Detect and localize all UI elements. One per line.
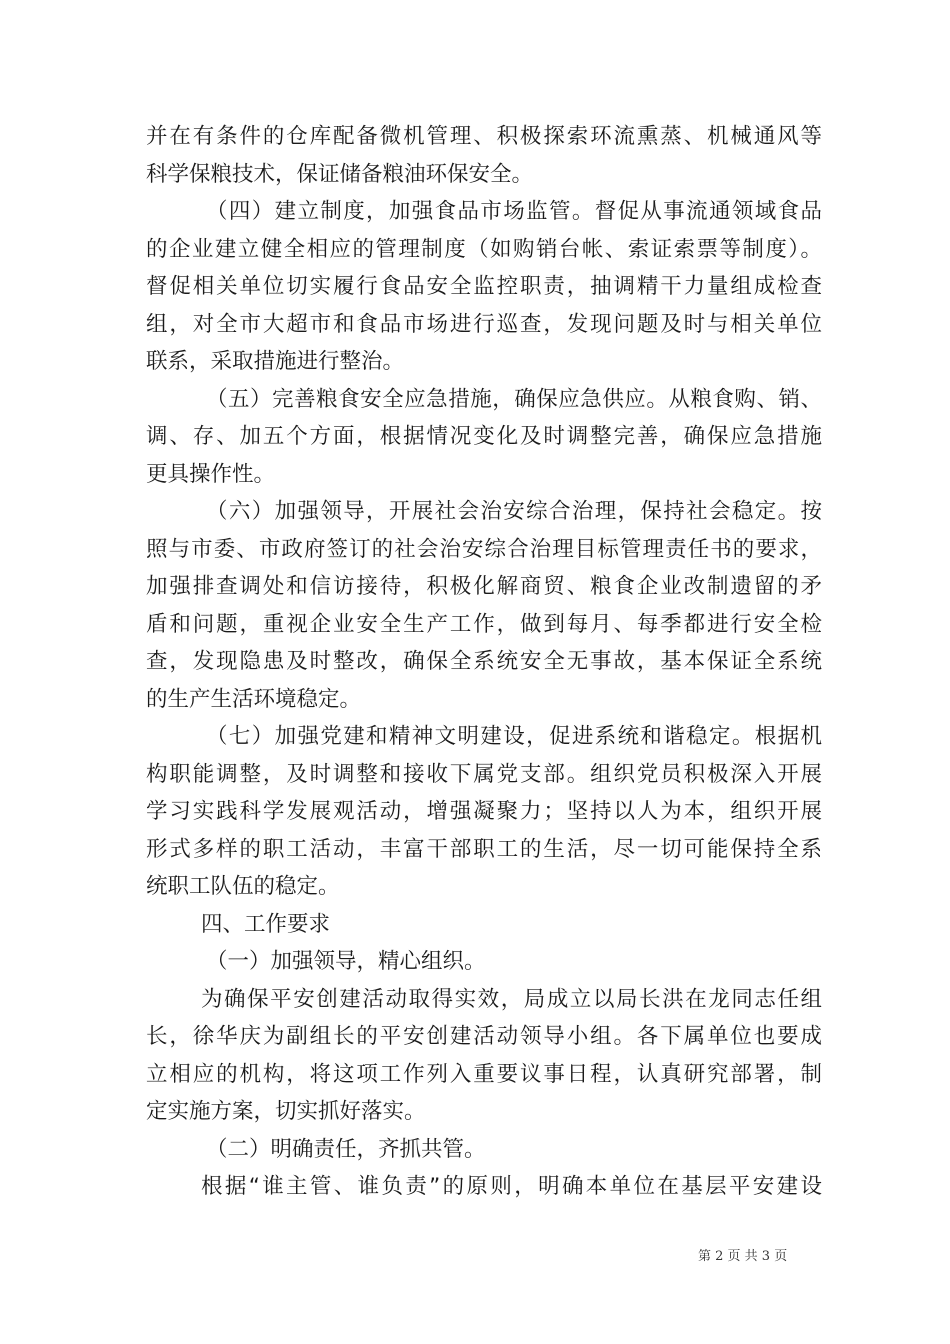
paragraph-heading-7: （七）加强党建和精神文明建设，促进系统和谐稳定。根据机: [206, 724, 822, 749]
paragraph-heading-6: （六）加强领导，开展社会治安综合治理，保持社会稳定。按: [206, 499, 822, 524]
text-line: 加强排查调处和信访接待，积极化解商贸、粮食企业改制遗留的矛: [146, 574, 822, 599]
text-line: 组，对全市大超市和食品市场进行巡查，发现问题及时与相关单位: [146, 311, 822, 337]
text-line: 统职工队伍的稳定。: [146, 874, 340, 899]
text-line: 调、存、加五个方面，根据情况变化及时调整完善，确保应急措施: [146, 424, 822, 449]
text-line: 的企业建立健全相应的管理制度（如购销台帐、索证索票等制度）。: [146, 236, 822, 262]
text-line: 督促相关单位切实履行食品安全监控职责，抽调精干力量组成检查: [146, 274, 822, 299]
text-line: 查，发现隐患及时整改，确保全系统安全无事故，基本保证全系统: [146, 649, 822, 674]
text-line: 盾和问题，重视企业安全生产工作，做到每月、每季都进行安全检: [146, 611, 822, 637]
section-heading: 四、工作要求: [201, 911, 331, 937]
page-number: 第 2 页 共 3 页: [698, 1249, 788, 1264]
text-line: 立相应的机构，将这项工作列入重要议事日程，认真研究部署，制: [146, 1061, 822, 1087]
text-line: 根据“谁主管、谁负责”的原则，明确本单位在基层平安建设: [201, 1174, 822, 1199]
paragraph-heading-5: （五）完善粮食安全应急措施，确保应急供应。从粮食购、销、: [206, 386, 822, 412]
text-line: 照与市委、市政府签订的社会治安综合治理目标管理责任书的要求，: [146, 536, 822, 562]
document-body: [146, 118, 822, 1206]
subsection-heading: （二）明确责任，齐抓共管。: [206, 1136, 486, 1162]
text-line: 科学保粮技术，保证储备粮油环保安全。: [146, 161, 534, 187]
text-line: 定实施方案，切实抓好落实。: [146, 1099, 426, 1124]
paragraph-heading-4: （四）建立制度，加强食品市场监管。督促从事流通领域食品: [206, 199, 822, 224]
text-line: 为确保平安创建活动取得实效，局成立以局长洪在龙同志任组: [201, 986, 822, 1012]
text-line: 联系，采取措施进行整治。: [146, 349, 405, 374]
text-line: 并在有条件的仓库配备微机管理、积极探索环流熏蒸、机械通风等: [146, 124, 822, 149]
text-line: 形式多样的职工活动，丰富干部职工的生活，尽一切可能保持全系: [146, 836, 822, 862]
text-line: 长，徐华庆为副组长的平安创建活动领导小组。各下属单位也要成: [146, 1024, 822, 1049]
text-line: 更具操作性。: [146, 461, 276, 487]
text-line: 构职能调整，及时调整和接收下属党支部。组织党员积极深入开展: [146, 761, 822, 787]
text-line: 学习实践科学发展观活动，增强凝聚力；坚持以人为本，组织开展: [146, 799, 822, 824]
subsection-heading: （一）加强领导，精心组织。: [206, 949, 486, 974]
text-line: 的生产生活环境稳定。: [146, 686, 362, 712]
